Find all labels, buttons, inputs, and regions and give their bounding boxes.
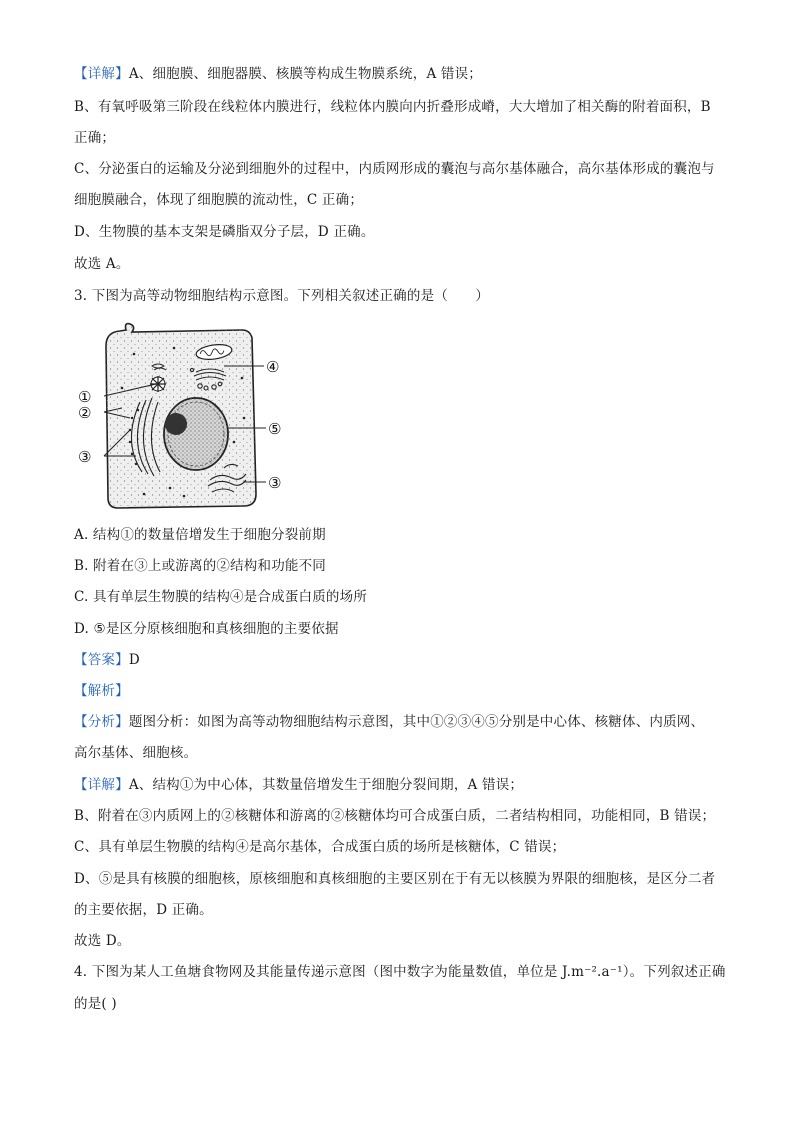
analysis-line-5: C、具有单层生物膜的结构④是高尔基体，合成蛋白质的场所是核糖体，C 错误； bbox=[74, 839, 566, 855]
answer-line: 【答案】D bbox=[74, 652, 140, 668]
option-c: C. 具有单层生物膜的结构④是合成蛋白质的场所 bbox=[74, 589, 368, 605]
animal-cell-diagram bbox=[74, 318, 294, 514]
explanation-line-5: 细胞膜融合，体现了细胞膜的流动性，C 正确； bbox=[74, 192, 364, 208]
conclusion-line: 故选 A。 bbox=[74, 256, 130, 272]
option-d: D. ⑤是区分原核细胞和真核细胞的主要依据 bbox=[74, 621, 339, 637]
explanation-line-6: D、生物膜的基本支架是磷脂双分子层，D 正确。 bbox=[74, 224, 375, 240]
analysis-line-7: 的主要依据，D 正确。 bbox=[74, 902, 213, 918]
nucleolus bbox=[165, 413, 187, 435]
option-b: B. 附着在③上或游离的②结构和功能不同 bbox=[74, 558, 327, 574]
explanation-line-2: B、有氧呼吸第三阶段在线粒体内膜进行，线粒体内膜向内折叠形成嵴，大大增加了相关酶的附着面积，B bbox=[74, 99, 711, 115]
label-1: ① bbox=[78, 388, 92, 406]
explanation-line-1: 【详解】A、细胞膜、细胞器膜、核膜等构成生物膜系统，A 错误； bbox=[74, 66, 483, 82]
analysis-heading: 【解析】 bbox=[74, 683, 129, 699]
analysis-line-6: D、⑤是具有核膜的细胞核，原核细胞和真核细胞的主要区别在于有无以核膜为界限的细胞核，是区分二者 bbox=[74, 871, 716, 887]
analysis-line-3: 【详解】A、结构①为中心体，其数量倍增发生于细胞分裂间期，A 错误； bbox=[74, 777, 524, 793]
explanation-line-4: C、分泌蛋白的运输及分泌到细胞外的过程中，内质网形成的囊泡与高尔基体融合，高尔基体形成的囊泡与 bbox=[74, 161, 715, 177]
question-3-stem: 3. 下图为高等动物细胞结构示意图。下列相关叙述正确的是（ ） bbox=[74, 288, 490, 304]
option-a: A. 结构①的数量倍增发生于细胞分裂前期 bbox=[74, 527, 326, 543]
explanation-line-3: 正确； bbox=[74, 130, 116, 146]
label-3-right: ③ bbox=[268, 474, 282, 492]
label-4: ④ bbox=[266, 358, 280, 376]
question-4-stem-cont: 的是( ) bbox=[74, 996, 117, 1012]
analysis-conclusion: 故选 D。 bbox=[74, 933, 131, 949]
nucleus bbox=[164, 398, 228, 470]
analysis-line-4: B、附着在③内质网上的②核糖体和游离的②核糖体均可合成蛋白质，二者结构相同，功能相同，B 错误； bbox=[74, 808, 716, 824]
analysis-line-2: 高尔基体、细胞核。 bbox=[74, 745, 198, 761]
label-3-left: ③ bbox=[78, 448, 92, 466]
analysis-line-1: 【分析】题图分析：如图为高等动物细胞结构示意图，其中①②③④⑤分别是中心体、核糖体、内质网、 bbox=[74, 714, 705, 730]
label-2: ② bbox=[78, 404, 92, 422]
label-5: ⑤ bbox=[268, 420, 282, 438]
question-4-stem: 4. 下图为某人工鱼塘食物网及其能量传递示意图（图中数字为能量数值，单位是 J.m⁻².a⁻¹）。下列叙述正确 bbox=[74, 964, 726, 980]
centriole bbox=[150, 376, 166, 392]
